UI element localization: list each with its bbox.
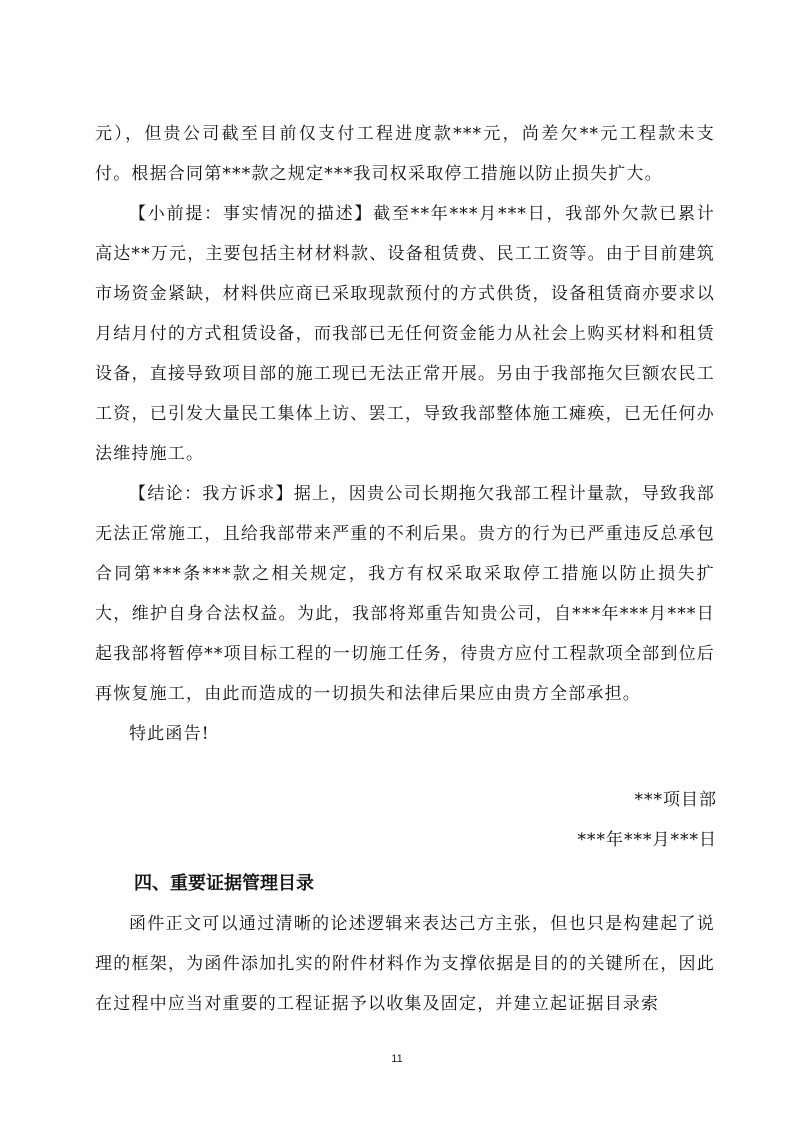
- signature-organization: ***项目部: [634, 790, 717, 810]
- continuation-paragraph: 元），但贵公司截至目前仅支付工程进度款***元，尚差欠**元工程款未支付。根据合同第***款之规定***我司权采取停工措施以防止损失扩大。: [95, 124, 715, 184]
- section-heading: 四、重要证据管理目录: [134, 873, 314, 894]
- conclusion-paragraph: 【结论：我方诉求】据上，因贵公司长期拖欠我部工程计量款，导致我部无法正常施工，且给我部带来严重的不利后果。贵方的行为已严重违反总承包合同第***条***款之相关规定，我方有权采取采取停工措施以防止损失扩大，维护自身合法权益。为此，我部将郑重告知贵公司，自***年***月***日起我部将暂停**项目标工程的一切施工任务，待贵方应付工程款项全部到位后再恢复施工，由此而造成的一切损失和法律后果应由贵方全部承担。: [95, 484, 715, 704]
- minor-premise-paragraph: 【小前提：事实情况的描述】截至**年***月***日，我部外欠款已累计高达**万元，主要包括主材材料款、设备租赁费、民工工资等。由于目前建筑市场资金紧缺，材料供应商已采取现款预付的方式供货，设备租赁商亦要求以月结月付的方式租赁设备，而我部已无任何资金能力从社会上购买材料和租赁设备，直接导致项目部的施工现已无法正常开展。另由于我部拖欠巨额农民工工资，已引发大量民工集体上访、罢工，导致我部整体施工瘫痪，已无任何办法维持施工。: [95, 204, 715, 464]
- section-paragraph: 函件正文可以通过清晰的论述逻辑来表达己方主张，但也只是构建起了说理的框架，为函件添加扎实的附件材料作为支撑依据是目的的关键所在，因此在过程中应当对重要的工程证据予以收集及固定，并建立起证据目录索: [95, 914, 715, 1014]
- signature-date: ***年***月***日: [577, 830, 717, 850]
- page-number: 11: [391, 1053, 403, 1065]
- closing-line: 特此函告!: [129, 724, 210, 744]
